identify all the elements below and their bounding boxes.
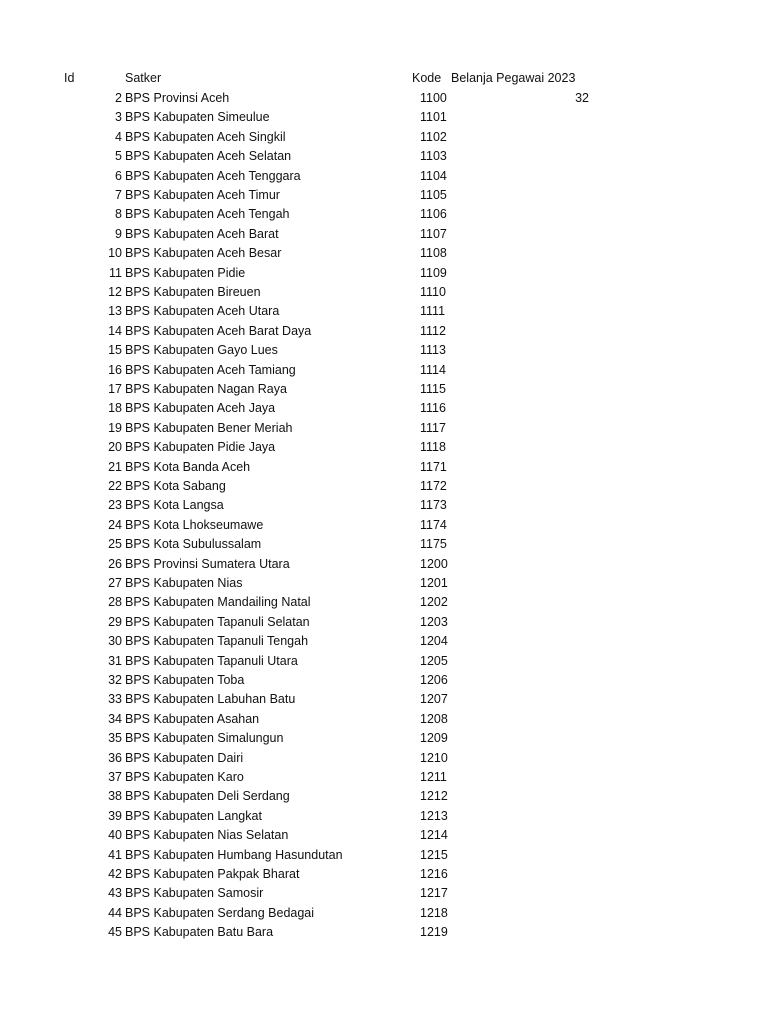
cell-id: 15 bbox=[108, 343, 122, 358]
cell-kode: 1210 bbox=[420, 750, 448, 765]
cell-kode: 1104 bbox=[420, 168, 447, 183]
cell-kode: 1219 bbox=[420, 925, 448, 940]
cell-id: 3 bbox=[115, 110, 122, 125]
cell-id: 13 bbox=[108, 304, 122, 319]
table-row bbox=[0, 846, 768, 865]
cell-id: 9 bbox=[115, 226, 122, 241]
cell-kode: 1217 bbox=[420, 886, 448, 901]
cell-kode: 1116 bbox=[420, 401, 446, 416]
table-row bbox=[0, 652, 768, 671]
cell-kode: 1174 bbox=[420, 517, 447, 532]
table-row bbox=[0, 632, 768, 651]
cell-kode: 1207 bbox=[420, 692, 448, 707]
cell-kode: 1206 bbox=[420, 673, 448, 687]
cell-kode: 1171 bbox=[420, 459, 447, 474]
table-row bbox=[0, 535, 768, 554]
table-row bbox=[0, 884, 768, 903]
cell-id: 17 bbox=[108, 382, 122, 396]
table-row bbox=[0, 225, 768, 244]
cell-satker: BPS Kabupaten Mandailing Natal bbox=[125, 595, 311, 610]
cell-id: 20 bbox=[108, 440, 122, 455]
cell-satker: BPS Kota Lhokseumawe bbox=[125, 517, 264, 532]
header-belanja-pegawai: Belanja Pegawai 2023 bbox=[451, 71, 576, 85]
cell-kode: 1208 bbox=[420, 711, 448, 726]
cell-kode: 1215 bbox=[420, 847, 448, 862]
cell-kode: 1100 bbox=[420, 91, 447, 105]
cell-satker: BPS Kabupaten Nagan Raya bbox=[125, 382, 287, 396]
table-row bbox=[0, 264, 768, 283]
cell-satker: BPS Kabupaten Asahan bbox=[125, 711, 260, 726]
table-row bbox=[0, 419, 768, 438]
table-row bbox=[0, 826, 768, 845]
cell-kode: 1213 bbox=[420, 808, 448, 823]
cell-id: 18 bbox=[108, 401, 122, 416]
cell-kode: 1209 bbox=[420, 731, 448, 746]
table-row bbox=[0, 167, 768, 186]
table-row bbox=[0, 729, 768, 748]
cell-kode: 1173 bbox=[420, 498, 447, 513]
cell-id: 26 bbox=[108, 556, 122, 571]
cell-id: 23 bbox=[108, 498, 122, 513]
cell-kode: 1115 bbox=[420, 382, 446, 396]
table-row bbox=[0, 147, 768, 166]
cell-id: 7 bbox=[115, 188, 122, 202]
cell-satker: BPS Kabupaten Aceh Tengah bbox=[125, 207, 290, 222]
table-row bbox=[0, 380, 768, 399]
cell-kode: 1110 bbox=[420, 285, 446, 299]
cell-id: 6 bbox=[115, 168, 122, 183]
header-kode: Kode bbox=[412, 71, 442, 85]
table-row bbox=[0, 865, 768, 884]
cell-satker: BPS Kabupaten Bireuen bbox=[125, 285, 261, 299]
cell-satker: BPS Kabupaten Simalungun bbox=[125, 731, 284, 746]
cell-kode: 1109 bbox=[420, 265, 447, 280]
cell-belanja: 32 bbox=[575, 91, 589, 105]
table-row bbox=[0, 341, 768, 360]
cell-kode: 1205 bbox=[420, 653, 448, 668]
cell-id: 27 bbox=[108, 576, 122, 590]
cell-satker: BPS Kota Langsa bbox=[125, 498, 224, 513]
cell-kode: 1202 bbox=[420, 595, 448, 610]
cell-id: 22 bbox=[108, 479, 122, 493]
table-row bbox=[0, 516, 768, 535]
cell-kode: 1201 bbox=[420, 576, 448, 590]
cell-satker: BPS Kabupaten Tapanuli Utara bbox=[125, 653, 298, 668]
cell-id: 41 bbox=[108, 847, 122, 862]
cell-id: 33 bbox=[108, 692, 122, 707]
cell-kode: 1203 bbox=[420, 614, 448, 629]
cell-satker: BPS Kabupaten Aceh Besar bbox=[125, 246, 282, 261]
table-row bbox=[0, 186, 768, 205]
cell-satker: BPS Kabupaten Nias Selatan bbox=[125, 828, 289, 843]
cell-kode: 1113 bbox=[420, 343, 446, 358]
cell-id: 40 bbox=[108, 828, 122, 843]
header-satker: Satker bbox=[125, 71, 162, 85]
cell-kode: 1204 bbox=[420, 634, 448, 649]
cell-satker: BPS Kabupaten Simeulue bbox=[125, 110, 270, 125]
cell-satker: BPS Kota Banda Aceh bbox=[125, 459, 251, 474]
cell-satker: BPS Kabupaten Aceh Jaya bbox=[125, 401, 276, 416]
table-row bbox=[0, 555, 768, 574]
cell-satker: BPS Kabupaten Aceh Singkil bbox=[125, 129, 286, 144]
table-row bbox=[0, 710, 768, 729]
cell-kode: 1214 bbox=[420, 828, 448, 843]
cell-satker: BPS Kabupaten Aceh Selatan bbox=[125, 149, 292, 164]
cell-kode: 1103 bbox=[420, 149, 447, 164]
cell-id: 45 bbox=[108, 925, 122, 940]
cell-satker: BPS Kabupaten Bener Meriah bbox=[125, 420, 293, 435]
cell-id: 28 bbox=[108, 595, 122, 610]
cell-satker: BPS Kabupaten Toba bbox=[125, 673, 245, 687]
cell-id: 30 bbox=[108, 634, 122, 649]
table-row bbox=[0, 768, 768, 787]
table-row bbox=[0, 399, 768, 418]
cell-satker: BPS Kabupaten Samosir bbox=[125, 886, 264, 901]
cell-id: 44 bbox=[108, 905, 122, 920]
table-row bbox=[0, 89, 768, 108]
cell-id: 16 bbox=[108, 362, 122, 377]
cell-satker: BPS Kabupaten Aceh Timur bbox=[125, 188, 280, 202]
cell-kode: 1211 bbox=[420, 770, 447, 784]
table-row bbox=[0, 593, 768, 612]
cell-satker: BPS Kabupaten Tapanuli Selatan bbox=[125, 614, 310, 629]
table-row bbox=[0, 690, 768, 709]
cell-id: 25 bbox=[108, 537, 122, 552]
table-row bbox=[0, 923, 768, 942]
cell-satker: BPS Kabupaten Aceh Tenggara bbox=[125, 168, 301, 183]
cell-id: 14 bbox=[108, 323, 122, 338]
cell-kode: 1118 bbox=[420, 440, 446, 455]
cell-kode: 1200 bbox=[420, 556, 448, 571]
cell-satker: BPS Kabupaten Serdang Bedagai bbox=[125, 905, 315, 920]
cell-kode: 1105 bbox=[420, 188, 447, 202]
cell-id: 42 bbox=[108, 867, 122, 881]
table-row bbox=[0, 807, 768, 826]
cell-satker: BPS Kabupaten Humbang Hasundutan bbox=[125, 847, 343, 862]
cell-satker: BPS Kabupaten Aceh Barat bbox=[125, 226, 279, 241]
cell-id: 2 bbox=[115, 91, 122, 105]
cell-kode: 1218 bbox=[420, 905, 448, 920]
table-row bbox=[0, 613, 768, 632]
table-row bbox=[0, 477, 768, 496]
cell-kode: 1175 bbox=[420, 537, 447, 552]
table-row bbox=[0, 244, 768, 263]
table-row bbox=[0, 496, 768, 515]
cell-kode: 1212 bbox=[420, 789, 448, 804]
cell-id: 31 bbox=[108, 653, 122, 668]
table-row bbox=[0, 574, 768, 593]
cell-id: 19 bbox=[108, 420, 122, 435]
cell-kode: 1117 bbox=[420, 420, 446, 435]
cell-satker: BPS Kabupaten Karo bbox=[125, 770, 244, 784]
table-row bbox=[0, 787, 768, 806]
cell-kode: 1106 bbox=[420, 207, 447, 222]
cell-kode: 1101 bbox=[420, 110, 447, 125]
cell-id: 10 bbox=[108, 246, 122, 261]
cell-id: 39 bbox=[108, 808, 122, 823]
cell-id: 12 bbox=[108, 285, 122, 299]
cell-id: 37 bbox=[108, 770, 122, 784]
cell-kode: 1216 bbox=[420, 867, 448, 881]
cell-kode: 1112 bbox=[420, 323, 446, 338]
cell-id: 32 bbox=[108, 673, 122, 687]
cell-satker: BPS Kota Subulussalam bbox=[125, 537, 262, 552]
cell-id: 38 bbox=[108, 789, 122, 804]
table-row bbox=[0, 283, 768, 302]
table-row bbox=[0, 671, 768, 690]
cell-id: 29 bbox=[108, 614, 122, 629]
table-row bbox=[0, 458, 768, 477]
cell-id: 5 bbox=[115, 149, 122, 164]
table-row bbox=[0, 108, 768, 127]
table-row bbox=[0, 904, 768, 923]
table-row bbox=[0, 128, 768, 147]
cell-satker: BPS Kabupaten Batu Bara bbox=[125, 925, 274, 940]
cell-satker: BPS Kabupaten Deli Serdang bbox=[125, 789, 290, 804]
cell-id: 43 bbox=[108, 886, 122, 901]
cell-satker: BPS Provinsi Aceh bbox=[125, 91, 230, 105]
table-row bbox=[0, 205, 768, 224]
cell-kode: 1111 bbox=[420, 304, 446, 319]
cell-satker: BPS Kabupaten Tapanuli Tengah bbox=[125, 634, 309, 649]
table-row bbox=[0, 302, 768, 321]
cell-satker: BPS Kabupaten Aceh Barat Daya bbox=[125, 323, 312, 338]
cell-satker: BPS Kabupaten Aceh Utara bbox=[125, 304, 280, 319]
cell-kode: 1114 bbox=[420, 362, 446, 377]
cell-kode: 1172 bbox=[420, 479, 447, 493]
cell-satker: BPS Kota Sabang bbox=[125, 479, 226, 493]
cell-satker: BPS Kabupaten Dairi bbox=[125, 750, 244, 765]
cell-id: 24 bbox=[108, 517, 122, 532]
cell-id: 4 bbox=[115, 129, 122, 144]
table-row bbox=[0, 361, 768, 380]
cell-satker: BPS Kabupaten Pidie Jaya bbox=[125, 440, 276, 455]
cell-satker: BPS Kabupaten Pidie bbox=[125, 265, 246, 280]
cell-kode: 1102 bbox=[420, 129, 447, 144]
table-row bbox=[0, 322, 768, 341]
table-row bbox=[0, 438, 768, 457]
table-header bbox=[0, 69, 768, 88]
cell-kode: 1108 bbox=[420, 246, 447, 261]
cell-satker: BPS Kabupaten Nias bbox=[125, 576, 243, 590]
cell-satker: BPS Kabupaten Gayo Lues bbox=[125, 343, 278, 358]
cell-kode: 1107 bbox=[420, 226, 447, 241]
cell-satker: BPS Provinsi Sumatera Utara bbox=[125, 556, 290, 571]
cell-id: 8 bbox=[115, 207, 122, 222]
cell-satker: BPS Kabupaten Pakpak Bharat bbox=[125, 867, 300, 881]
cell-satker: BPS Kabupaten Aceh Tamiang bbox=[125, 362, 296, 377]
cell-id: 36 bbox=[108, 750, 122, 765]
cell-id: 11 bbox=[109, 265, 122, 280]
cell-satker: BPS Kabupaten Labuhan Batu bbox=[125, 692, 296, 707]
table-row bbox=[0, 749, 768, 768]
cell-id: 34 bbox=[108, 711, 122, 726]
cell-id: 21 bbox=[108, 459, 122, 474]
cell-satker: BPS Kabupaten Langkat bbox=[125, 808, 262, 823]
cell-id: 35 bbox=[108, 731, 122, 746]
header-id: Id bbox=[64, 71, 75, 85]
